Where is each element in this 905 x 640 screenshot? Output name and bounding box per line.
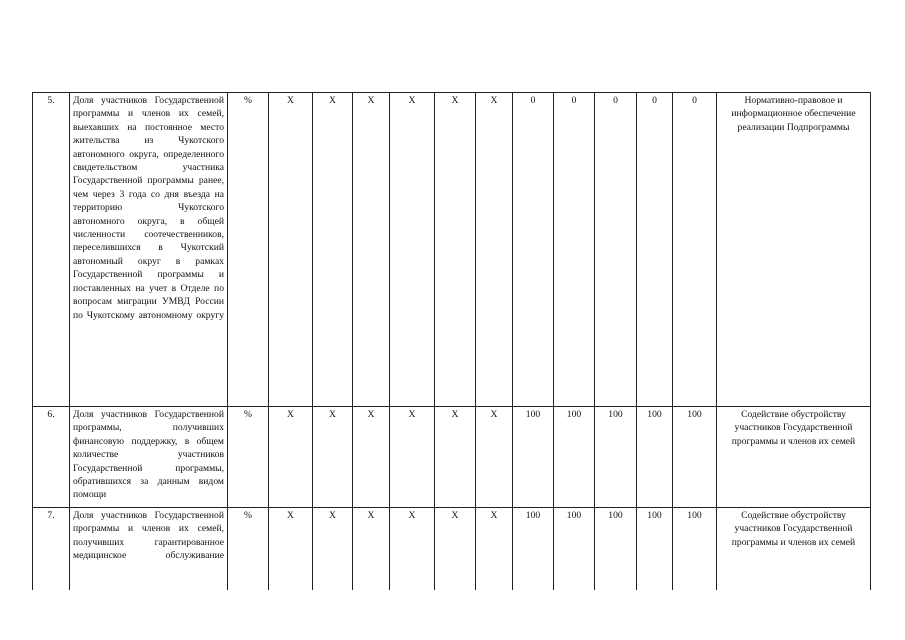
value-cell: Х <box>353 93 390 407</box>
row-number: 7. <box>33 508 70 591</box>
value-cell: 100 <box>554 407 595 508</box>
value-cell: Х <box>390 508 435 591</box>
indicator-name: Доля участников Государственной программы, получивших финансовую поддержку, в общем количестве участников Государственной программы, обратившихся за данным видом помощи <box>70 407 228 508</box>
value-cell: 100 <box>513 407 554 508</box>
value-cell: 100 <box>637 407 673 508</box>
value-cell: Х <box>435 93 476 407</box>
value-cell: Х <box>313 508 353 591</box>
indicator-name: Доля участников Государственной программы и членов их семей, выехавших на постоянное место жительства из Чукотского автономного округа, определенного свидетельством участника Государственной программы ранее, чем через 3 года со дня въезда на территорию Чукотского автономного округа, в общей численности соотечественников, переселившихся в Чукотский автономный округ в рамках Государственной программы и поставленных на учет в Отделе по вопросам миграции УМВД России по Чукотскому автономному округу <box>70 93 228 407</box>
value-cell: Х <box>390 93 435 407</box>
value-cell: Х <box>435 407 476 508</box>
value-cell: 100 <box>554 508 595 591</box>
value-cell: Х <box>390 407 435 508</box>
unit-cell: % <box>228 407 269 508</box>
value-cell: 100 <box>673 407 717 508</box>
value-cell: 100 <box>673 508 717 591</box>
program-cell: Содействие обустройству участников Государственной программы и членов их семей <box>717 508 871 591</box>
value-cell: Х <box>269 407 313 508</box>
indicators-table <box>32 92 871 590</box>
value-cell: 0 <box>595 93 637 407</box>
value-cell: 100 <box>595 407 637 508</box>
value-cell: Х <box>435 508 476 591</box>
value-cell: 100 <box>513 508 554 591</box>
value-cell: Х <box>353 407 390 508</box>
unit-cell: % <box>228 93 269 407</box>
row-number: 5. <box>33 93 70 407</box>
value-cell: 100 <box>595 508 637 591</box>
value-cell: Х <box>313 407 353 508</box>
value-cell: Х <box>269 93 313 407</box>
value-cell: 100 <box>637 508 673 591</box>
value-cell: Х <box>353 508 390 591</box>
value-cell: Х <box>476 407 513 508</box>
table-row <box>33 407 871 508</box>
value-cell: Х <box>313 93 353 407</box>
value-cell: 0 <box>554 93 595 407</box>
value-cell: 0 <box>673 93 717 407</box>
indicator-name: Доля участников Государственной программы и членов их семей, получивших гарантированное медицинское обслуживание <box>70 508 228 591</box>
value-cell: 0 <box>513 93 554 407</box>
program-cell: Нормативно-правовое и информационное обеспечение реализации Подпрограммы <box>717 93 871 407</box>
unit-cell: % <box>228 508 269 591</box>
value-cell: Х <box>476 508 513 591</box>
table-row <box>33 508 871 591</box>
value-cell: 0 <box>637 93 673 407</box>
table-row <box>33 93 871 407</box>
value-cell: Х <box>269 508 313 591</box>
value-cell: Х <box>476 93 513 407</box>
row-number: 6. <box>33 407 70 508</box>
program-cell: Содействие обустройству участников Государственной программы и членов их семей <box>717 407 871 508</box>
